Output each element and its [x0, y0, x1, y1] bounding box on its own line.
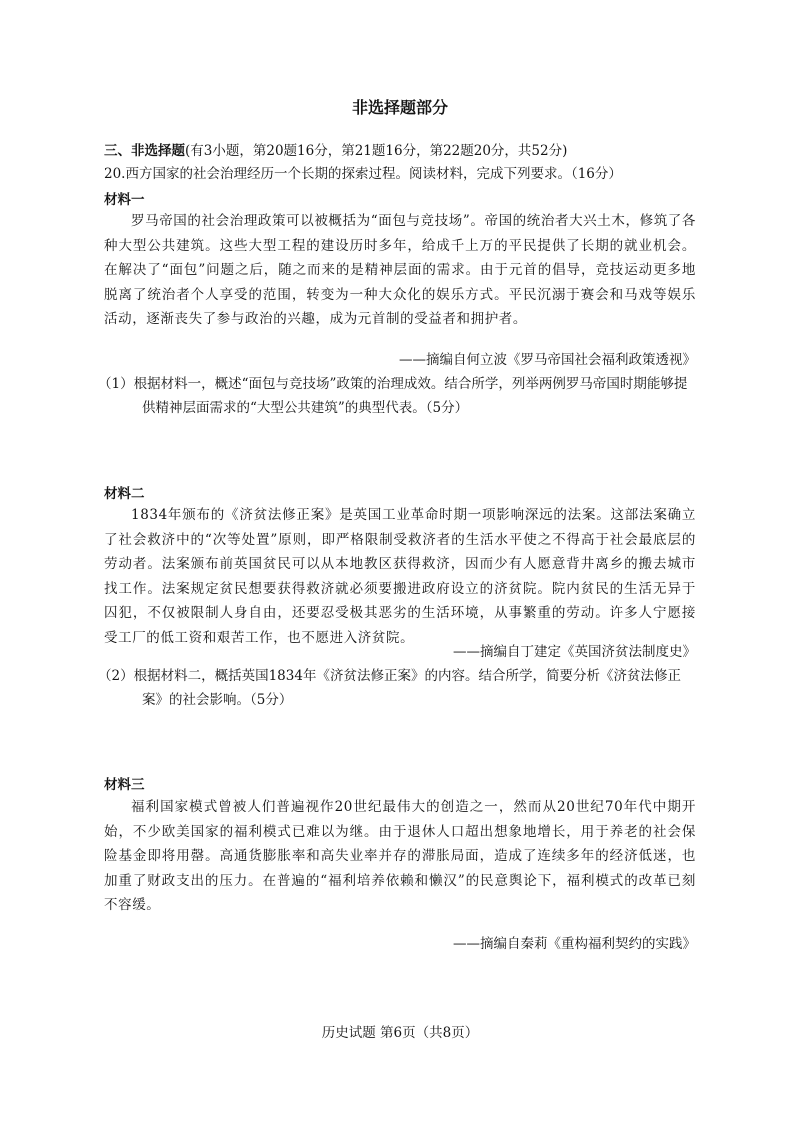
material-1-heading: 材料一 — [104, 192, 145, 208]
page-footer: 历史试题 第6页（共8页） — [321, 1025, 479, 1041]
material-2-source: ——摘编自丁建定《英国济贫法制度史》 — [453, 644, 696, 660]
part-header-label: 三、非选择题 — [104, 143, 185, 159]
material-3-heading: 材料三 — [104, 777, 145, 793]
material-1-source: ——摘编自何立波《罗马帝国社会福利政策透视》 — [399, 352, 696, 368]
section-title: 非选择题部分 — [351, 98, 448, 117]
sub-question-2: （2）根据材料二，概括英国1834年《济贫法修正案》的内容。结合所学，简要分析《济贫法修正案》的社会影响。（5分） — [98, 668, 681, 708]
material-1-text: 罗马帝国的社会治理政策可以被概括为“面包与竞技场”。帝国的统治者大兴土木，修筑了各种大型公共建筑。这些大型工程的建设历时多年，给成千上万的平民提供了长期的就业机会。在解决了“面包”问题之后，随之而来的是精神层面的需求。由于元首的倡导，竞技运动更多地脱离了统治者个人享受的范围，转变为一种大众化的娱乐方式。平民沉溺于赛会和马戏等娱乐活动，逐渐丧失了参与政治的兴趣，成为元首制的受益者和拥护者。 — [104, 213, 696, 328]
material-2-heading: 材料二 — [104, 486, 145, 502]
sub-question-1: （1）根据材料一，概述“面包与竞技场”政策的治理成效。结合所学，列举两例罗马帝国时期能够提供精神层面需求的“大型公共建筑”的典型代表。（5分） — [98, 376, 688, 416]
material-3-text: 福利国家模式曾被人们普遍视作20世纪最伟大的创造之一，然而从20世纪70年代中期开始，不少欧美国家的福利模式已难以为继。由于退休人口超出想象地增长，用于养老的社会保险基金即将用罄。高通货膨胀率和高失业率并存的滞胀局面，造成了连续多年的经济低迷，也加重了财政支出的压力。在普遍的“福利培养依赖和懒汉”的民意舆论下，福利模式的改革已刻不容缓。 — [104, 799, 696, 914]
material-3-source: ——摘编自秦莉《重构福利契约的实践》 — [453, 936, 696, 952]
part-header-detail: (有3小题，第20题16分，第21题16分，第22题20分，共52分) — [185, 143, 568, 159]
question-20-intro: 20.西方国家的社会治理经历一个长期的探索过程。阅读材料，完成下列要求。（16分） — [104, 166, 622, 182]
part-header — [104, 140, 567, 162]
material-2-text: 1834年颁布的《济贫法修正案》是英国工业革命时期一项影响深远的法案。这部法案确立了社会救济中的“次等处置”原则，即严格限制受救济者的生活水平使之不得高于社会最底层的劳动者。法案颁布前英国贫民可以从本地教区获得救济，因而少有人愿意背井离乡的搬去城市找工作。法案规定贫民想要获得救济就必须要搬进政府设立的济贫院。院内贫民的生活无异于囚犯，不仅被限制人身自由，还要忍受极其恶劣的生活环境，从事繁重的劳动。许多人宁愿接受工厂的低工资和艰苦工作，也不愿进入济贫院。 — [104, 507, 696, 646]
